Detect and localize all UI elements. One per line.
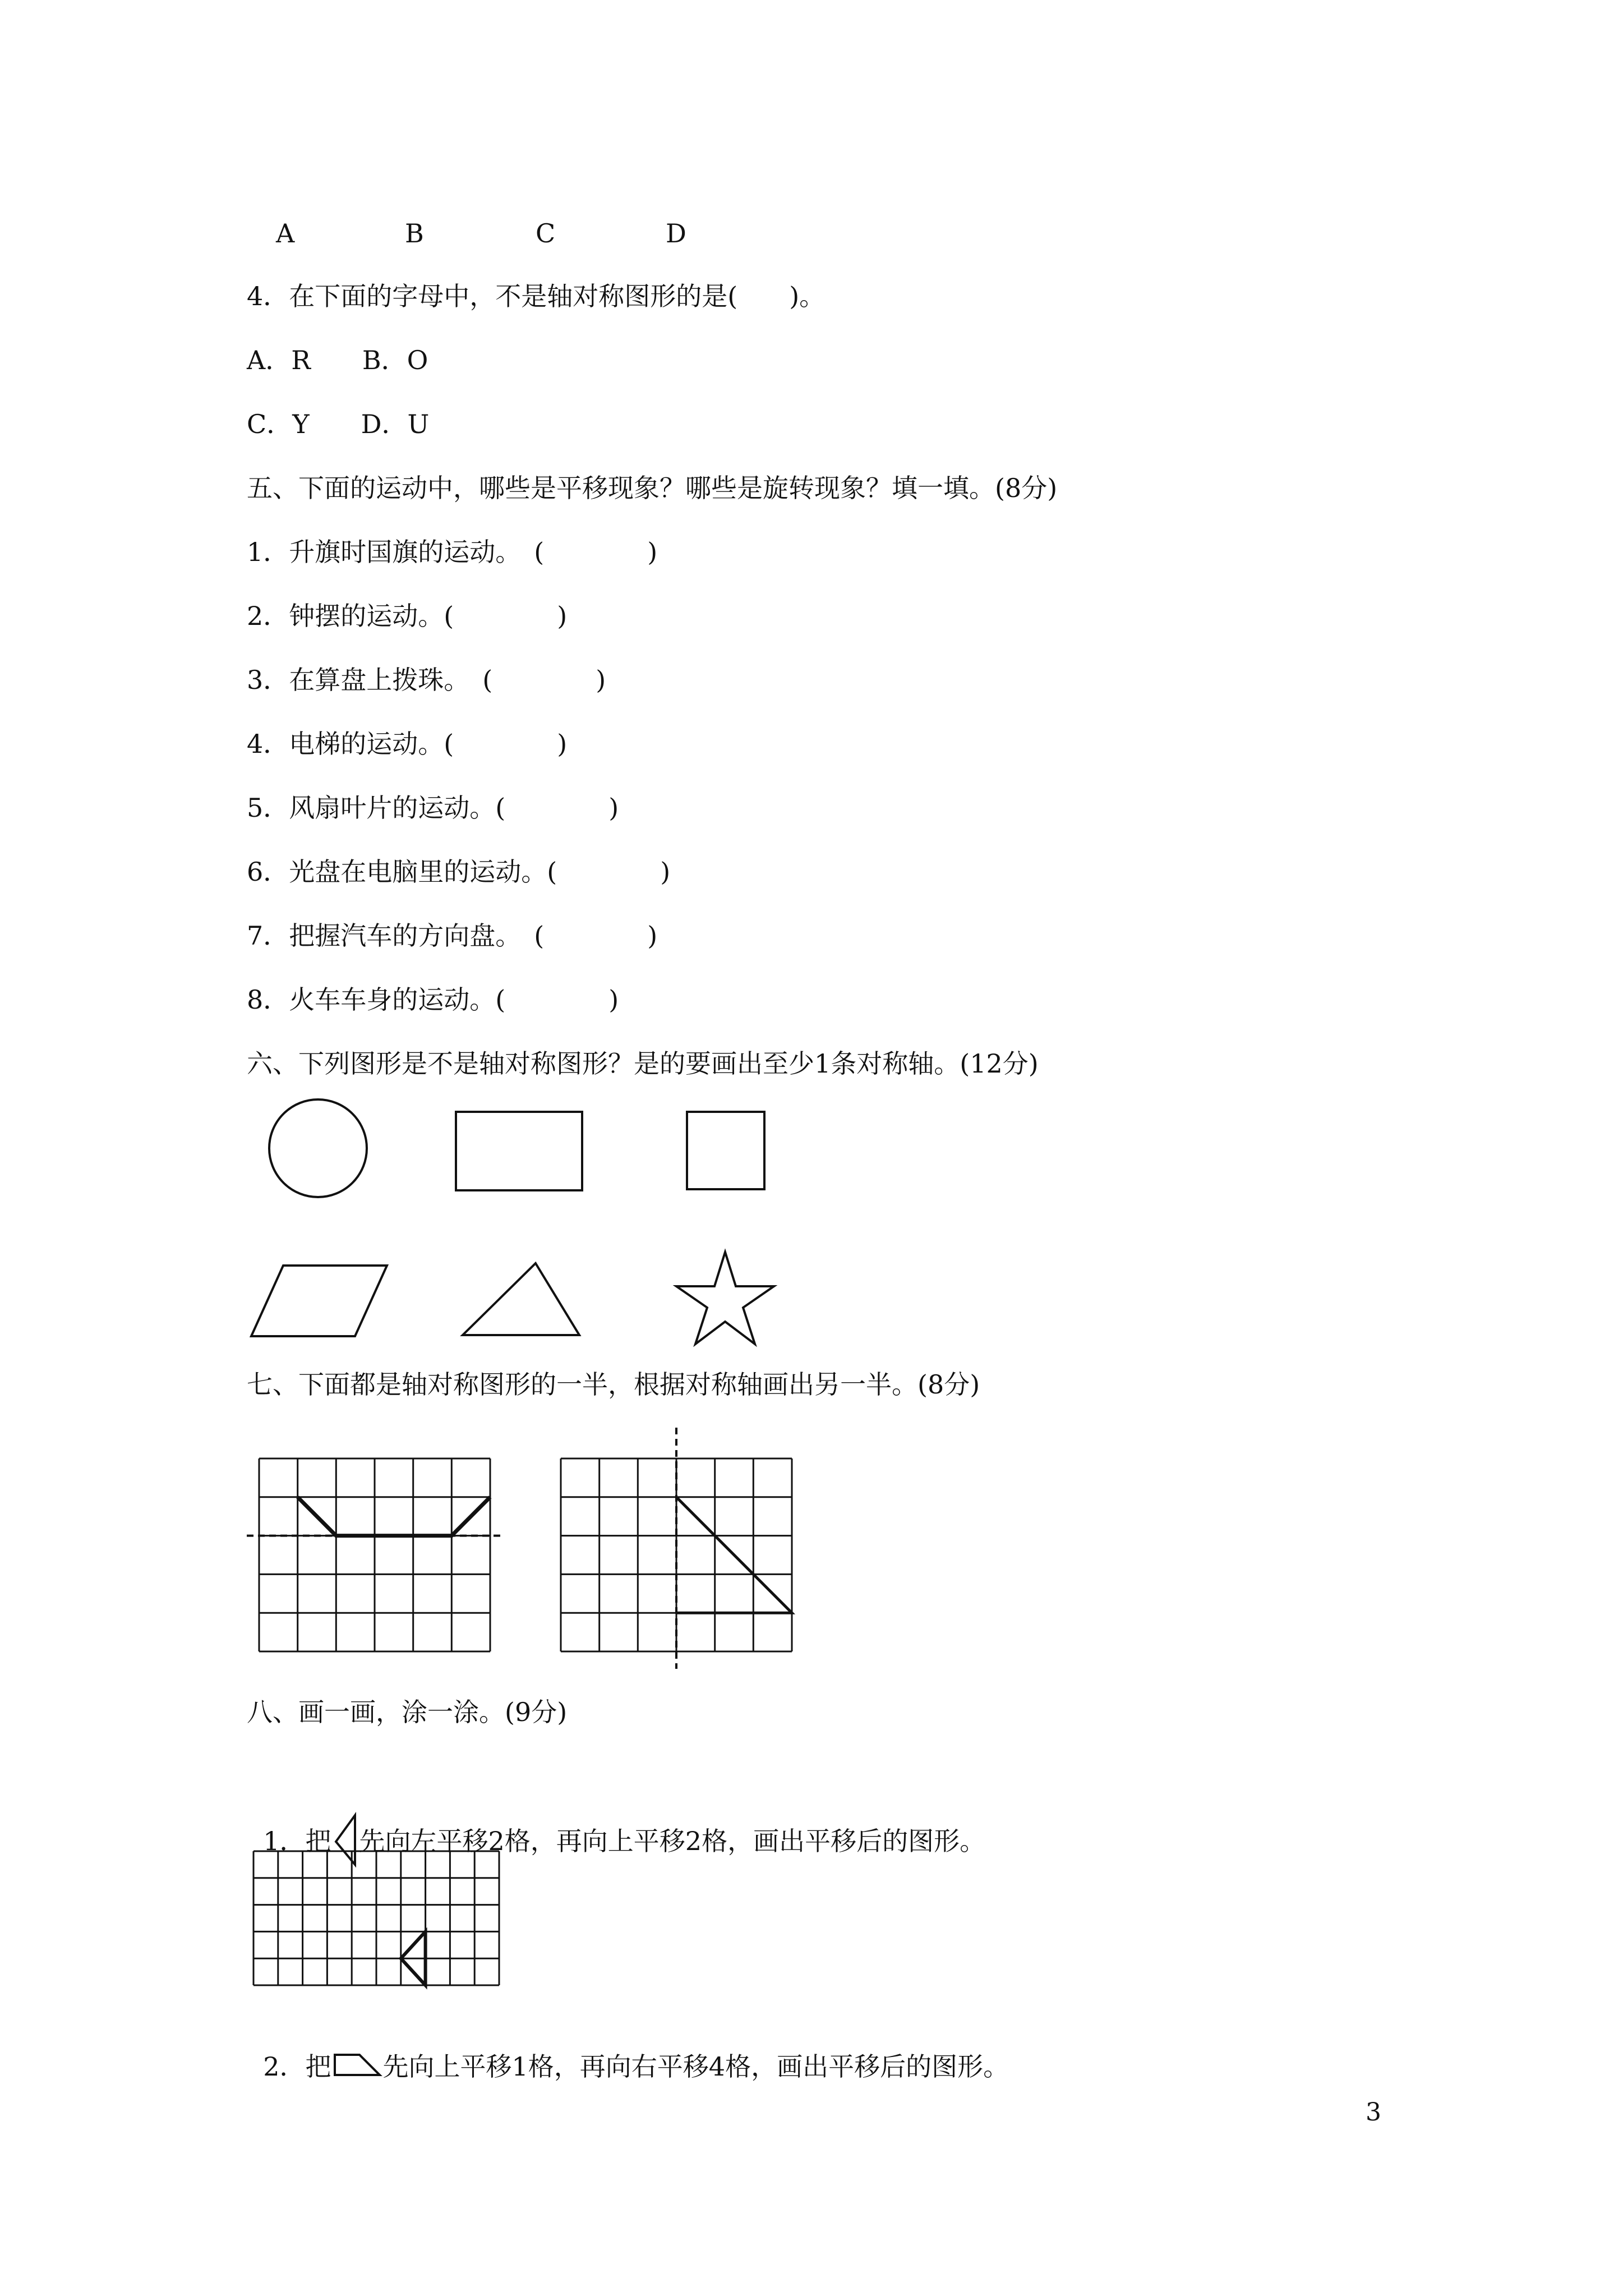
square-shape <box>687 1112 764 1189</box>
sec5-item-3: 3．在算盘上拨珠。 ( ) <box>247 665 606 695</box>
section7-title: 七、下面都是轴对称图形的一半，根据对称轴画出另一半。(8分) <box>247 1369 980 1400</box>
sec5-item-4: 4．电梯的运动。( ) <box>247 729 568 759</box>
sec8-q1-suffix: 先向左平移2格，再向上平移2格，画出平移后的图形。 <box>359 1826 986 1856</box>
sec5-item-7: 7．把握汽车的方向盘。 ( ) <box>247 921 658 951</box>
trapezoid-icon <box>331 2051 383 2079</box>
section8-title: 八、画一画，涂一涂。(9分) <box>247 1697 568 1727</box>
sec5-item-2: 2．钟摆的运动。( ) <box>247 601 568 631</box>
rectangle-shape <box>456 1112 582 1190</box>
q4-options-row2: C．Y D．U <box>247 409 430 439</box>
sec8-q2 <box>247 2019 1009 2083</box>
sec5-item-1: 1．升旗时国旗的运动。 ( ) <box>247 537 658 567</box>
q4-options-row1: A．R B．O <box>247 345 428 375</box>
sec8-q2-suffix: 先向上平移1格，再向右平移4格，画出平移后的图形。 <box>382 2051 1009 2082</box>
option-b-label: B <box>405 218 424 249</box>
sec5-item-6: 6．光盘在电脑里的运动。( ) <box>247 857 671 887</box>
sec5-item-8: 8．火车车身的运动。( ) <box>247 984 619 1015</box>
parallelogram-shape <box>251 1266 387 1336</box>
sec5-item-5: 5．风扇叶片的运动。( ) <box>247 793 619 823</box>
sec8-q1-prefix: 1．把 <box>263 1826 331 1856</box>
section5-title: 五、下面的运动中，哪些是平移现象？哪些是旋转现象？填一填。(8分) <box>247 473 1058 503</box>
circle-shape <box>269 1099 367 1197</box>
option-d-label: D <box>666 218 686 249</box>
q4-stem: 4．在下面的字母中，不是轴对称图形的是( )。 <box>247 281 826 311</box>
triangle-shape <box>463 1263 579 1335</box>
half-figure-left <box>298 1497 490 1536</box>
star-shape <box>676 1252 774 1344</box>
page-number: 3 <box>1366 2098 1381 2127</box>
sec7-grid-left <box>247 1453 510 1666</box>
option-c-label: C <box>536 218 556 249</box>
section6-title: 六、下列图形是不是轴对称图形？是的要画出至少1条对称轴。(12分) <box>247 1048 1039 1079</box>
sec8-q2-prefix: 2．把 <box>263 2051 331 2082</box>
half-figure-right <box>676 1497 792 1613</box>
option-a-label: A <box>276 218 295 249</box>
sec8-translation-grid <box>247 1846 510 1997</box>
sec7-grid-right <box>555 1428 796 1674</box>
